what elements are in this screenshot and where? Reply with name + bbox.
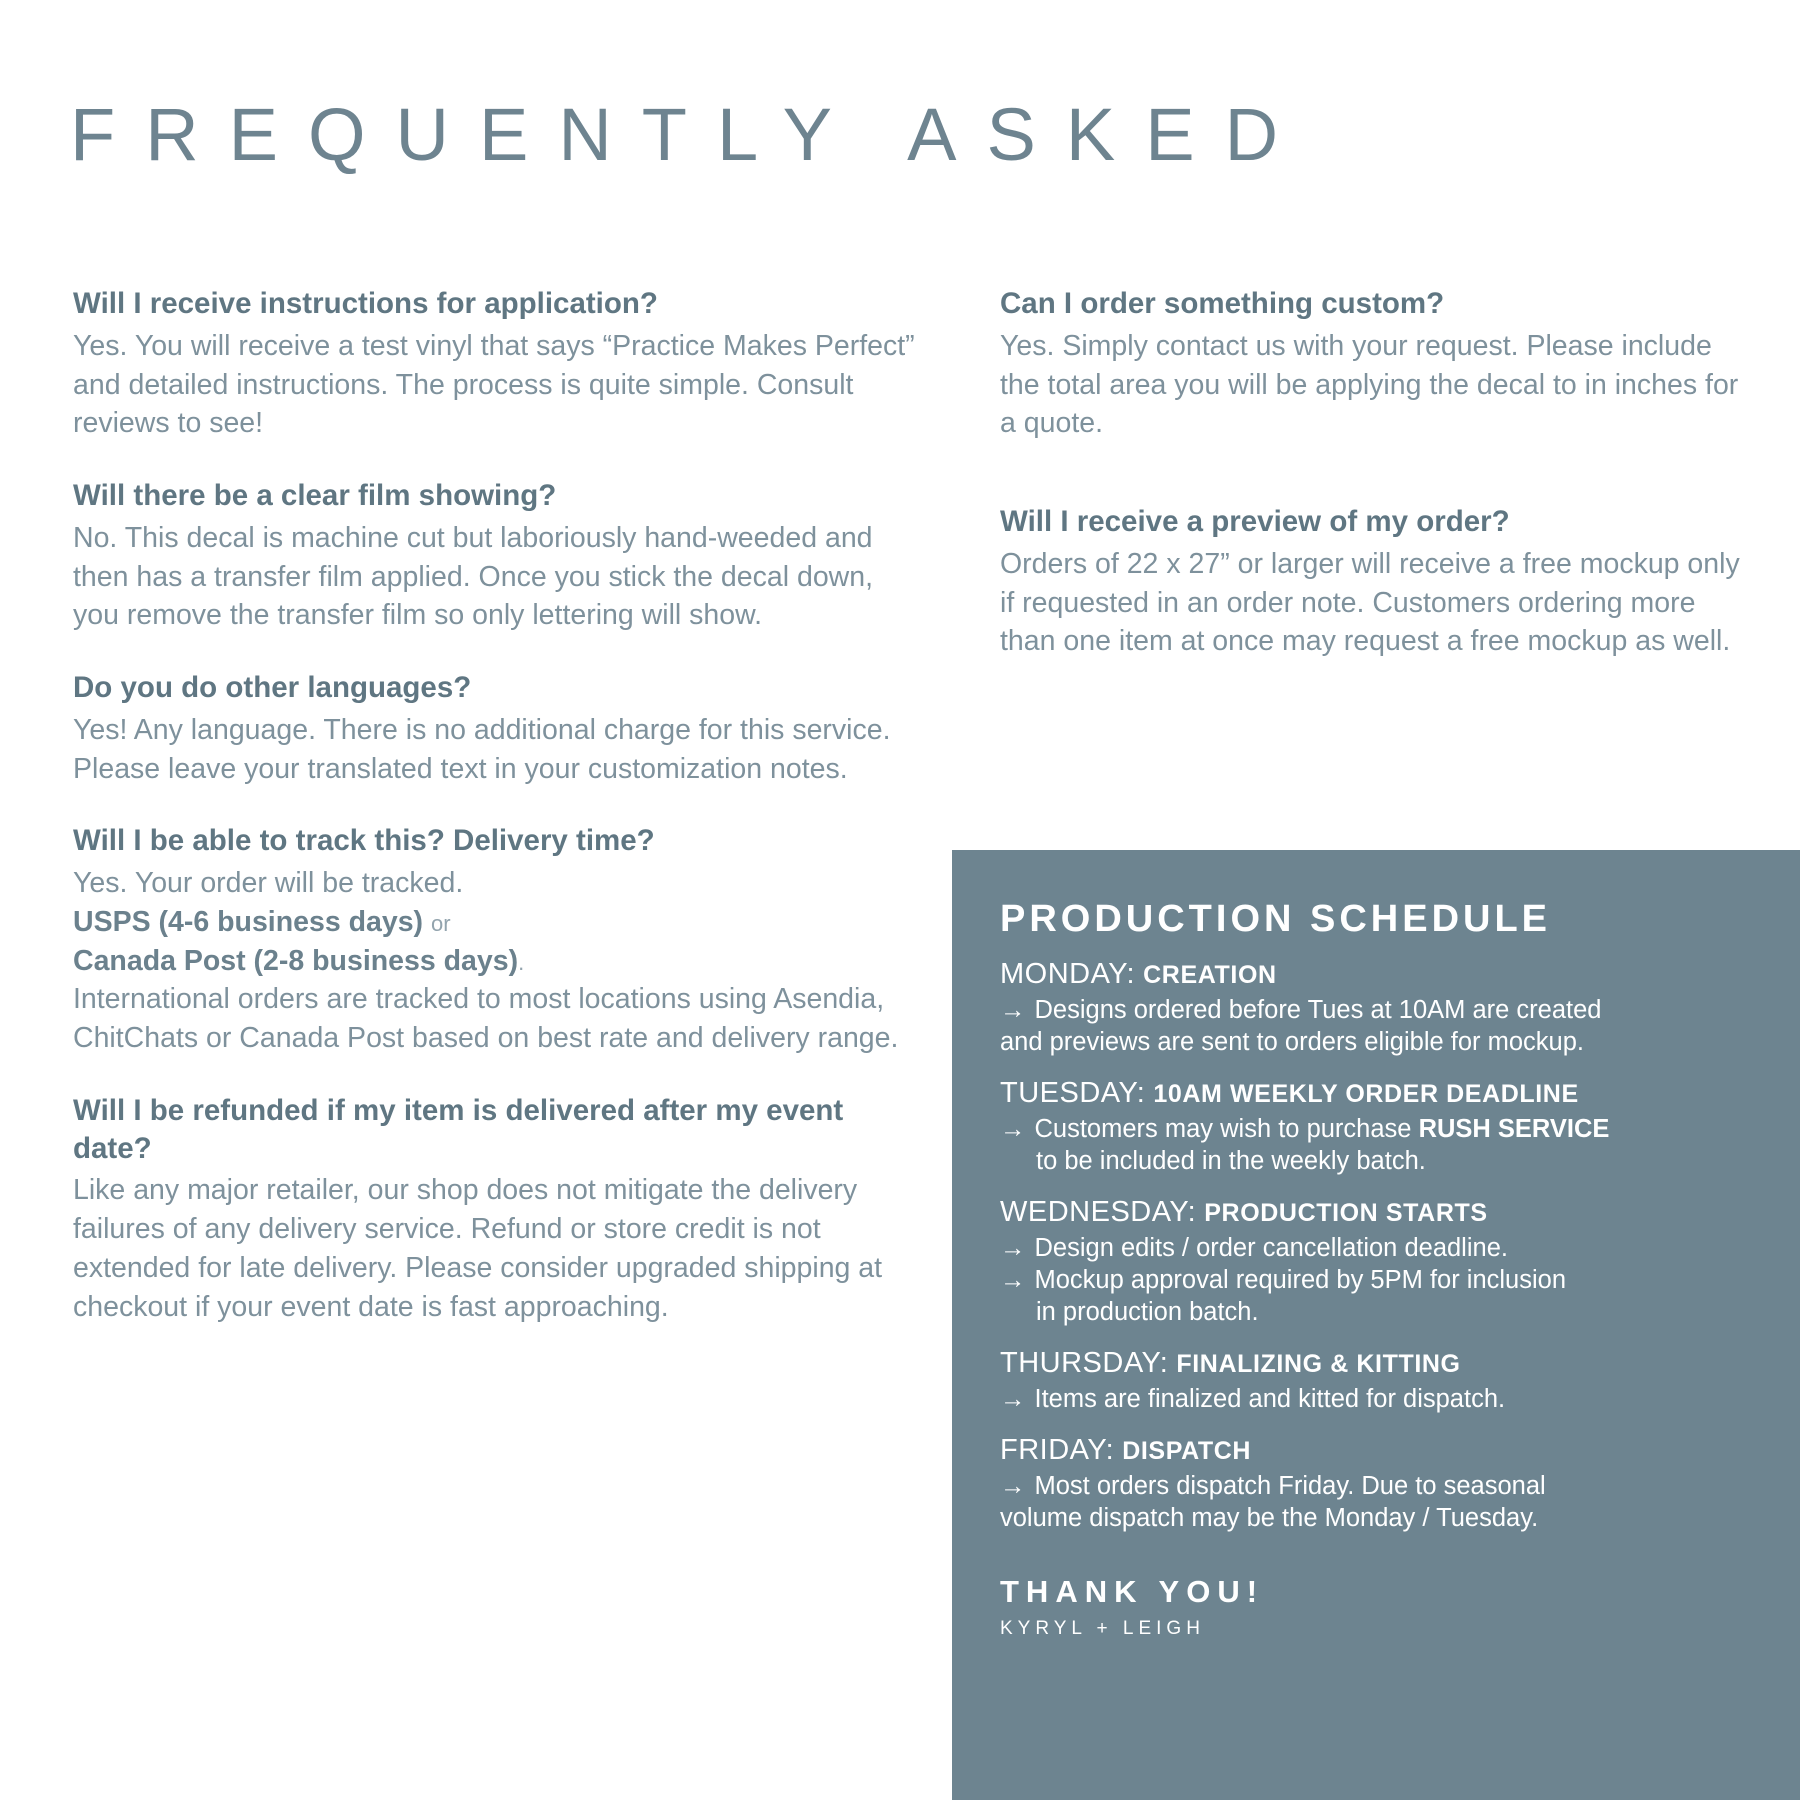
day-name: THURSDAY: [1000,1347,1169,1380]
faq-item [1000,285,1745,443]
faq-answer: No. This decal is machine cut but laboriously hand-weeded and then has a transfer film applied. Once you stick the decal down, you remove the transfer film so only lettering will show. [73,521,874,632]
tracking-line-2: International orders are tracked to most locations using Asendia, ChitChats or Canada Post based on best rate and delivery range. [73,983,899,1054]
bullet-text-bold: RUSH SERVICE [1418,1114,1610,1143]
day-tag: 10AM WEEKLY ORDER DEADLINE [1153,1080,1579,1109]
canada-post-label: Canada Post (2-8 business days) [73,944,519,977]
schedule-title: PRODUCTION SCHEDULE [1000,898,1552,940]
faq-answer: Like any major retailer, our shop does not mitigate the delivery failures of any delivery service. Refund or store credit is not extended for late delivery. Please consider upgraded shipping at checkout if your event date is fast approaching. [73,1174,883,1323]
production-schedule-panel [952,850,1800,1800]
schedule-bullet [1000,994,1760,1026]
schedule-continuation: to be included in the weekly batch. [1036,1146,1426,1175]
schedule-bullet [1000,1264,1760,1296]
day-heading [1000,1433,1760,1468]
arrow-icon: → [1000,1233,1026,1262]
faq-left-column [73,285,918,1360]
schedule-continuation: and previews are sent to orders eligible for mockup. [1000,1027,1584,1056]
schedule-bullet [1000,1470,1760,1502]
faq-answer: Orders of 22 x 27” or larger will receive a free mockup only if requested in an order note. Customers ordering more than one item at once may request a free mockup as well. [1000,547,1740,658]
day-tag: DISPATCH [1122,1437,1252,1466]
bullet-text-pre: Customers may wish to purchase [1034,1114,1419,1143]
schedule-continuation: volume dispatch may be the Monday / Tuesday. [1000,1504,1539,1533]
day-name: MONDAY: [1000,958,1136,990]
faq-answer [73,864,918,1058]
day-tag: FINALIZING & KITTING [1176,1350,1461,1379]
arrow-icon: → [1000,1471,1026,1500]
faq-answer: Yes! Any language. There is no additional charge for this service. Please leave your translated text in your customization notes. [73,713,891,785]
day-name: TUESDAY: [1000,1077,1146,1110]
tracking-shipping-canada [73,942,918,981]
day-heading [1000,1195,1760,1230]
usps-label: USPS (4-6 business days) [73,905,424,938]
schedule-day-wednesday [1000,1195,1760,1328]
day-heading [1000,957,1760,992]
faq-item [73,285,918,443]
faq-item [1000,503,1745,661]
bullet-text: Most orders dispatch Friday. Due to seasonal [1034,1471,1546,1500]
bullet-text: Items are finalized and kitted for dispatch. [1034,1385,1506,1414]
day-name: WEDNESDAY: [1000,1196,1197,1229]
faq-right-column [1000,285,1745,695]
day-heading [1000,1346,1760,1381]
page-title: FREQUENTLY ASKED [70,93,1309,176]
bullet-text: Design edits / order cancellation deadline. [1034,1233,1508,1262]
arrow-icon: → [1000,995,1026,1024]
thank-you-text: THANK YOU! [1000,1574,1265,1610]
day-tag: PRODUCTION STARTS [1204,1199,1488,1228]
schedule-bullet [1000,1383,1760,1415]
or-label: or [430,910,451,936]
faq-question: Will I receive instructions for application? [73,287,658,320]
faq-answer: Yes. You will receive a test vinyl that says “Practice Makes Perfect” and detailed instructions. The process is quite simple. Consult reviews to see! [73,329,915,440]
faq-question: Will I receive a preview of my order? [1000,505,1510,538]
faq-question: Will there be a clear film showing? [73,479,557,512]
faq-item [73,669,918,788]
schedule-bullet [1000,1232,1760,1264]
faq-item [73,477,918,635]
schedule-continuation: in production batch. [1036,1298,1259,1327]
day-heading [1000,1076,1760,1111]
schedule-day-thursday [1000,1346,1760,1415]
bullet-text: Designs ordered before Tues at 10AM are created [1034,995,1602,1024]
day-name: FRIDAY: [1000,1434,1115,1467]
schedule-day-friday [1000,1433,1760,1534]
day-tag: CREATION [1143,961,1277,989]
period: . [518,949,525,975]
faq-item-refund [73,1092,918,1327]
schedule-bullet [1000,1113,1760,1145]
bullet-text [1035,1113,1761,1145]
arrow-icon: → [1000,1266,1026,1295]
arrow-icon: → [1000,1385,1026,1414]
signature: KYRYL + LEIGH [1000,1618,1205,1640]
tracking-shipping-usps [73,903,918,942]
faq-question: Can I order something custom? [1000,287,1445,320]
bullet-text: Mockup approval required by 5PM for inclusion [1034,1266,1567,1295]
tracking-line-1: Yes. Your order will be tracked. [73,867,464,899]
faq-question: Do you do other languages? [73,671,472,704]
faq-question: Will I be refunded if my item is delivered after my event date? [73,1093,844,1165]
schedule-day-tuesday [1000,1076,1760,1177]
faq-answer: Yes. Simply contact us with your request. Please include the total area you will be applying the decal to in inches for a quote. [1000,329,1739,440]
faq-item-tracking [73,822,918,1058]
arrow-icon: → [1000,1114,1026,1143]
faq-question: Will I be able to track this? Delivery time? [73,824,655,858]
schedule-day-monday [1000,957,1760,1058]
